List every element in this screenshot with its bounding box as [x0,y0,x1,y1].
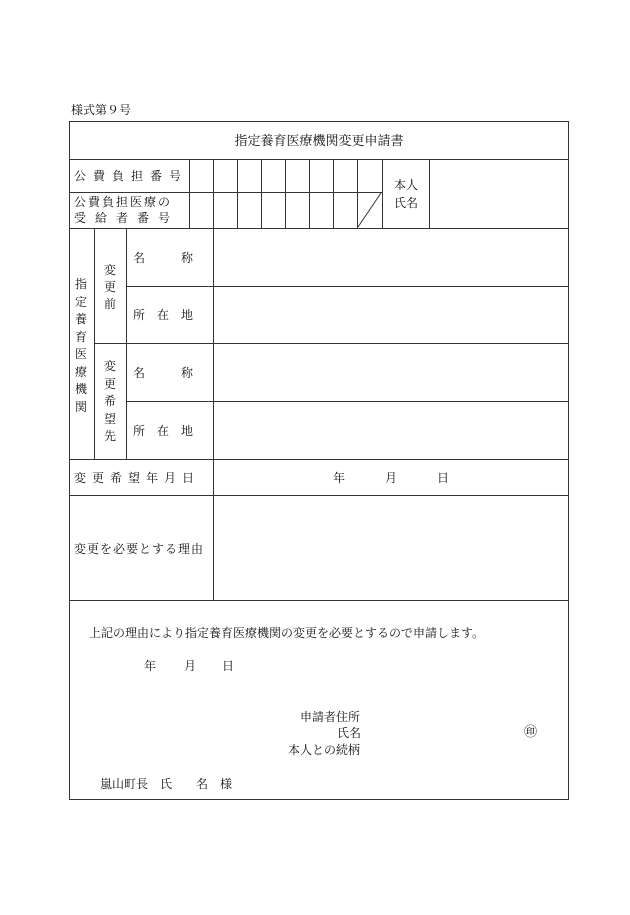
desired-change-label: 変 更 希 望 先 [103,359,116,443]
after-name-input[interactable] [214,344,567,401]
person-name-label-line1: 本人 [393,178,418,192]
applicant-name-label: 氏名 [337,726,362,740]
before-address-label: 所 在 地 [133,308,194,322]
declaration-date-month: 月 [184,659,197,673]
recipient-number-label-line2: 受給者番号 [74,211,180,225]
before-change-label: 変 更 前 [103,263,116,311]
person-name-input[interactable] [430,160,567,228]
public-payer-number-label: 公費負担番号 [74,169,189,183]
relationship-label: 本人との続柄 [288,743,361,757]
person-name-label-line2: 氏名 [393,196,418,210]
after-address-label: 所 在 地 [133,424,194,438]
change-date-month: 月 [385,471,398,485]
recipient-number-input[interactable] [190,193,357,228]
change-date-day: 日 [437,471,450,485]
form-number: 様式第９号 [71,103,132,117]
divider-below-reason [69,600,568,601]
seal-mark: ㊞ [524,725,538,740]
designated-institution-label: 指 定 養 育 医 療 機 関 [74,277,87,414]
public-payer-number-input[interactable] [190,160,357,192]
relationship-input[interactable] [380,741,560,757]
after-address-input[interactable] [214,402,567,459]
declaration-statement: 上記の理由により指定養育医療機関の変更を必要とするので申請します。 [89,626,485,640]
inst-col-line-1 [94,228,95,459]
after-name-label: 名 称 [133,366,194,380]
before-name-label: 名 称 [133,251,194,265]
inst-col-line-2 [126,228,127,459]
name-label-left-line [382,159,383,228]
change-date-label: 変更希望年月日 [74,471,201,485]
diagonal-slash [357,192,382,228]
declaration-date-year: 年 [144,659,157,673]
change-date-year: 年 [333,471,346,485]
form-title: 指定養育医療機関変更申請書 [234,134,404,149]
applicant-name-input[interactable] [380,724,520,740]
recipient-number-label-line1: 公費負担医療の [74,195,173,209]
reason-label: 変更を必要とする理由 [74,542,205,556]
reason-input[interactable] [214,496,567,600]
declaration-date-day: 日 [222,659,235,673]
applicant-address-input[interactable] [380,708,560,724]
addressee: 嵐山町長 氏 名 様 [100,777,233,791]
applicant-address-label: 申請者住所 [300,710,361,724]
before-name-input[interactable] [214,229,567,286]
before-address-input[interactable] [214,287,567,343]
